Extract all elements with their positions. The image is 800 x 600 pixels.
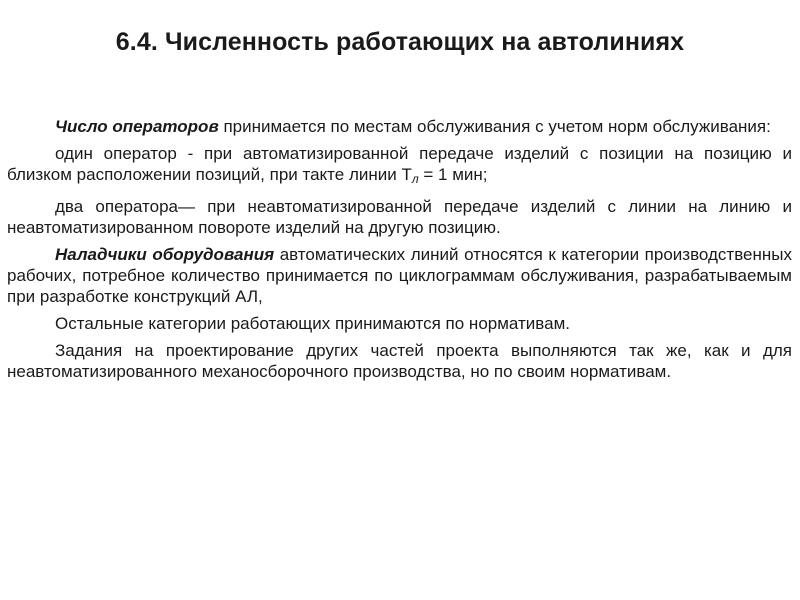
line-tact-subscript: л <box>411 172 419 186</box>
paragraph-other-categories-text: Остальные категории работающих принимаются по нормативам. <box>55 314 570 333</box>
term-operators: Число операторов <box>55 117 219 136</box>
term-adjusters: Наладчики оборудования <box>55 245 275 264</box>
paragraph-two-operators-text: два оператора— при неавтоматизированной передаче изделий с линии на линию и неавтоматизированном повороте изделий на другую позицию. <box>7 197 792 237</box>
paragraph-assignments <box>7 340 792 382</box>
paragraph-operators-text: принимается по местам обслуживания с учетом норм обслуживания: <box>218 117 771 136</box>
paragraph-other-categories <box>7 313 792 334</box>
paragraph-adjusters <box>7 244 792 307</box>
paragraph-operators <box>7 116 792 137</box>
slide-title: 6.4. Численность работающих на автолиниях <box>115 28 685 56</box>
paragraph-one-operator-tail: = 1 мин; <box>418 165 488 184</box>
paragraph-adjusters-text: автоматических линий относятся к категории производственных рабочих, потребное количество принимается по циклограммам обслуживания, разрабатываемым при разработке конструкций АЛ, <box>7 245 792 306</box>
paragraph-assignments-text: Задания на проектирование других частей проекта выполняются так же, как и для неавтоматизированного механосборочного производства, но по своим нормативам. <box>7 341 792 381</box>
paragraph-one-operator <box>7 143 792 190</box>
paragraph-two-operators <box>7 196 792 238</box>
slide-body <box>7 116 792 388</box>
paragraph-one-operator-text: один оператор - при автоматизированной передаче изделий с позиции на позицию и близком расположении позиций, при такте линии T <box>7 144 792 184</box>
